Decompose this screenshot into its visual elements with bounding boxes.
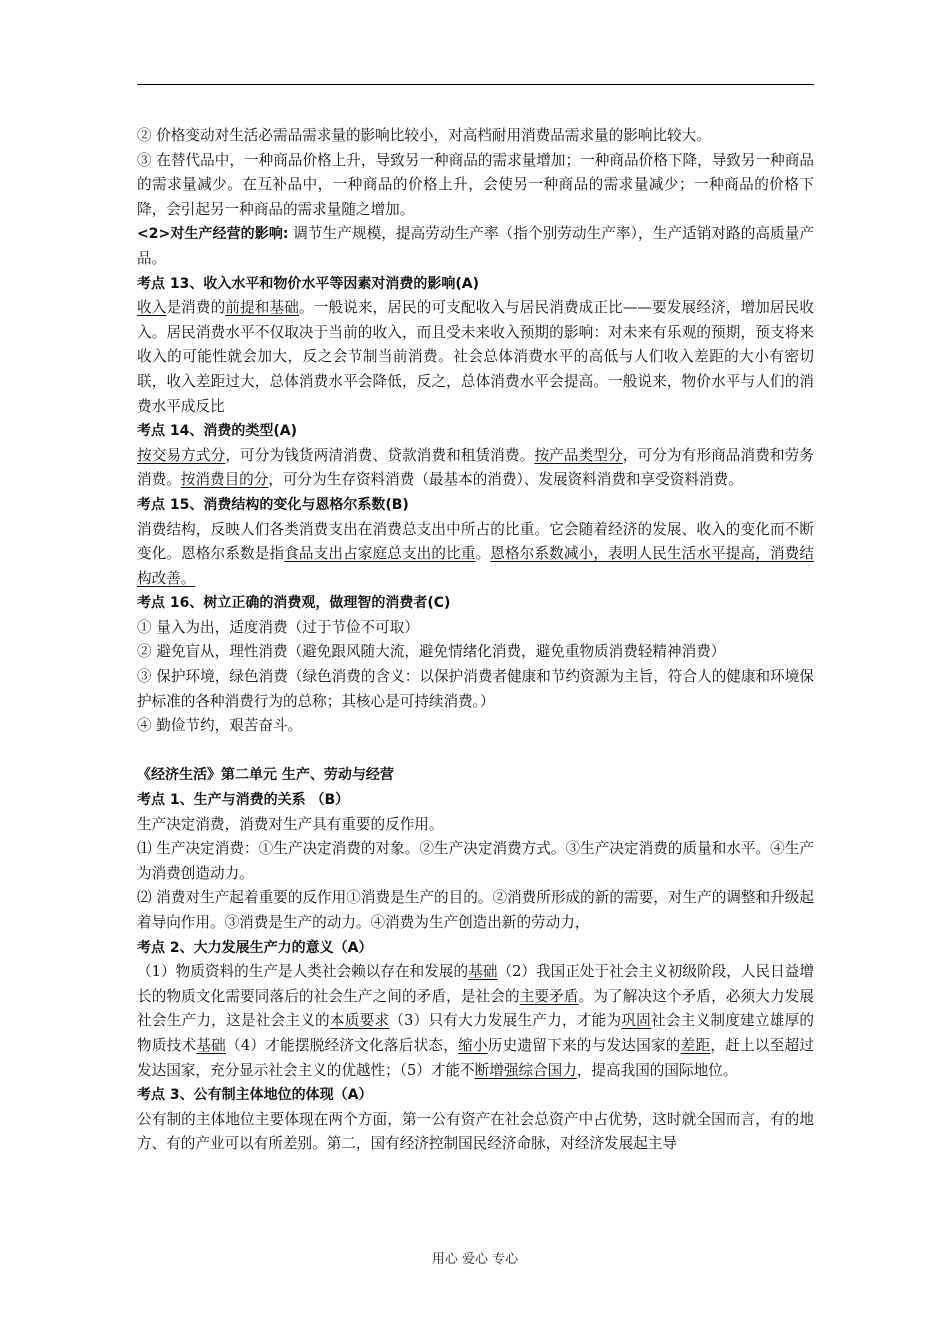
- text: ，可分为生存资料消费（最基本的消费）、发展资料消费和享受资料消费。: [268, 471, 743, 489]
- underlined-term: 按交易方式分: [137, 446, 226, 464]
- spacer: [137, 739, 814, 764]
- page-footer: 用心 爱心 专心: [431, 1252, 519, 1267]
- text: 社会主义制度建立雄厚的物质技术: [137, 1012, 814, 1054]
- section-heading: 考点 16、树立正确的消费观，做理智的消费者(C): [137, 595, 451, 612]
- underlined-term: 基础: [468, 963, 498, 981]
- section-heading: 考点 2、大力发展生产力的意义（A）: [137, 939, 373, 956]
- text: ，赶上以至超过发达国家，充分显示社会主义的优越性；（5）才能不: [137, 1036, 814, 1079]
- underlined-term: 食品支出占家庭总支出的比重: [284, 545, 476, 563]
- paragraph: 生产决定消费，消费对生产具有重要的反作用。: [137, 815, 444, 833]
- section-heading: 考点 15、消费结构的变化与恩格尔系数(B): [137, 496, 409, 513]
- unit-title: 《经济生活》第二单元 生产、劳动与经营: [137, 767, 394, 784]
- paragraph: [137, 444, 814, 493]
- paragraph: [137, 518, 814, 592]
- text: 历史遗留下来的与发达国家的: [487, 1036, 681, 1054]
- text: 。为了解决这个矛盾，必须大力发展社会生产力，这是社会主义的: [137, 987, 814, 1030]
- paragraph: [137, 960, 814, 1083]
- section-heading: 考点 1、生产与消费的关系 （B）: [137, 792, 350, 809]
- underlined-term: 巩固: [621, 1012, 652, 1030]
- paragraph: [137, 296, 814, 419]
- list-item: ④ 勤俭节约，艰苦奋斗。: [137, 717, 303, 735]
- list-item: ② 避免盲从，理性消费（避免跟风随大流，避免情绪化消费，避免重物质消费轻精神消费）: [137, 643, 726, 661]
- text: 消费结构，反映人们各类消费支出在消费总支出中所占的比重。它会随着经济的发展、收入的变化而不断变化。恩格尔系数是指: [137, 520, 814, 563]
- text: 调节生产规模，提高劳动生产率（指个别劳动生产率），生产适销对路的高质量产品。: [137, 225, 814, 267]
- underlined-term: 收入: [137, 299, 167, 317]
- text: ，可分为钱货两清消费、贷款消费和租赁消费。: [225, 446, 535, 464]
- underlined-term: 按产品类型分: [534, 446, 623, 464]
- list-item: ① 量入为出，适度消费（过于节俭不可取）: [137, 618, 419, 636]
- text: 。: [475, 545, 491, 563]
- paragraph: ⑵ 消费对生产起着重要的反作用①消费是生产的目的。②消费所形成的新的需要，对生产的调整和升级起着导向作用。③消费是生产的动力。④消费为生产创造出新的劳动力，: [137, 889, 814, 931]
- paragraph: 公有制的主体地位主要体现在两个方面，第一公有资产在社会总资产中占优势，这时就全国而言，有的地方、有的产业可以有所差别。第二，国有经济控制国民经济命脉，对经济发展起主导: [137, 1110, 814, 1153]
- text: （1）物质资料的生产是人类社会赖以存在和发展的: [137, 963, 469, 981]
- text: （3）只有大力发展生产力，才能为: [389, 1012, 622, 1030]
- text: 。一般说来，居民的可支配收入与居民消费成正比——要发展经济，增加居民收入。居民消费水平不仅取决于当前的收入，而且受未来收入预期的影响：对未来有乐观的预期，预支将来收入的可能性就会加大，反之会节制当前消费。社会总体消费水平的高低与人们收入差距的大小有密切联，收入差距过大，总体消费水平会降低，反之，总体消费水平会提高。一般说来，物价水平与人们的消费水平成反比: [137, 299, 814, 415]
- paragraph: ② 价格变动对生活必需品需求量的影响比较小，对高档耐用消费品需求量的影响比较大。: [137, 127, 711, 144]
- underlined-term: 缩小: [458, 1036, 488, 1054]
- text: ，可分为有形商品消费和劳务消费。: [137, 446, 814, 489]
- paragraph: [137, 222, 814, 271]
- underlined-term: 差距: [680, 1036, 711, 1054]
- text: 是消费的: [166, 299, 226, 317]
- header-rule: [137, 84, 814, 85]
- underlined-term: 恩格尔系数减小，表明人民生活水平提高，消费结构改善。: [137, 545, 814, 587]
- underlined-term: 前提和基础: [225, 299, 299, 317]
- section-heading: 考点 3、公有制主体地位的体现（A）: [137, 1087, 373, 1104]
- underlined-term: 按消费目的分: [180, 471, 269, 489]
- list-item: ③ 保护环境，绿色消费（绿色消费的含义：以保护消费者健康和节约资源为主旨，符合人的健康和环境保护标准的各种消费行为的总称；其核心是可持续消费。）: [137, 668, 814, 710]
- underlined-term: 断增强综合国力: [474, 1061, 577, 1079]
- underlined-term: 主要矛盾: [519, 987, 579, 1005]
- section-heading: 考点 13、收入水平和物价水平等因素对消费的影响(A): [137, 275, 479, 292]
- text: （2）我国正处于社会主义初级阶段，人民日益增长的物质文化需要同落后的社会生产之间的矛盾，是社会的: [137, 963, 814, 1005]
- underlined-term: 基础: [196, 1036, 227, 1054]
- paragraph: ③ 在替代品中，一种商品价格上升，导致另一种商品的需求量增加；一种商品价格下降，导致另一种商品的需求量减少。在互补品中，一种商品的价格上升，会使另一种商品的需求量减少；一种商品的价格下降，会引起另一种商品的需求量随之增加。: [137, 151, 814, 218]
- document-body: [137, 124, 814, 1157]
- underlined-term: 本质要求: [329, 1012, 390, 1030]
- section-heading: 考点 14、消费的类型(A): [137, 423, 297, 440]
- text: （4）才能摆脱经济文化落后状态，: [226, 1036, 459, 1054]
- paragraph: ⑴ 生产决定消费：①生产决定消费的对象。②生产决定消费方式。③生产决定消费的质量和水平。④生产为消费创造动力。: [137, 840, 814, 882]
- text: ，提高我国的国际地位。: [576, 1061, 738, 1079]
- bold-lead: <2>对生产经营的影响:: [137, 226, 289, 243]
